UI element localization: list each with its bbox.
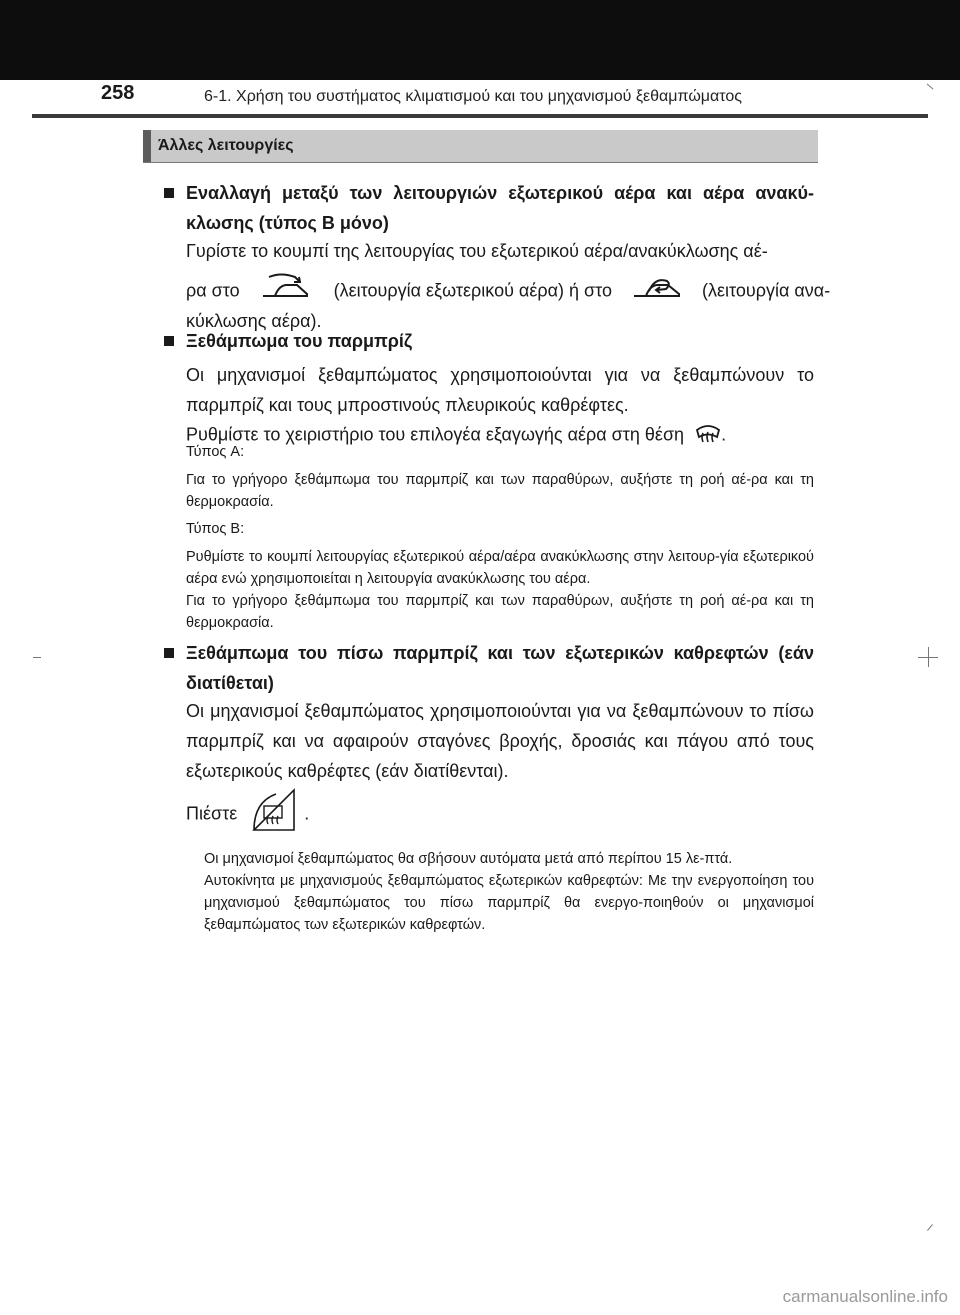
section-rule	[143, 162, 818, 163]
sec3-text: Οι μηχανισμοί ξεθαμπώματος χρησιμοποιούνται για να ξεθαμπώνουν το πίσω παρμπρίζ και να αφαιρούν σταγόνες βροχής, δροσιάς και πάγου από τους εξωτερικούς καθρέφτες (εάν διατίθενται).	[186, 701, 814, 781]
section-header	[143, 130, 818, 162]
sec1-text-line1: Γυρίστε το κουμπί της λειτουργίας του εξωτερικού αέρα/ανακύκλωσης αέ-	[186, 241, 768, 261]
section-title: Άλλες λειτουργίες	[158, 137, 294, 154]
top-black-bar	[0, 0, 960, 80]
sec2-type-a-label: Τύπος A:	[186, 444, 245, 460]
sec2-heading: Ξεθάμπωμα του παρμπρίζ	[186, 331, 413, 351]
sec2-heading-block	[186, 326, 814, 356]
sec1-text-line2: ρα στο (λειτουργία εξωτερικού αέρα) ή στο (λειτουργία ανα-	[186, 270, 814, 304]
sec1-heading-block	[186, 178, 814, 238]
sec3-press-line: Πιέστε .	[186, 786, 814, 838]
bullet-square-icon	[164, 188, 174, 198]
sec2-adjust-line: Ρυθμίστε το χειριστήριο του επιλογέα εξαγωγής αέρα στη θέση .	[186, 420, 814, 451]
sec3-note2: Αυτοκίνητα με μηχανισμούς ξεθαμπώματος εξωτερικών καθρεφτών: Με την ενεργοποίηση του μηχανισμού ξεθαμπώματος του πίσω παρμπρίζ θα ενεργο-ποιηθούν οι μηχανισμοί ξεθαμπώματος των εξωτερικών καθρεφτών.	[204, 873, 814, 933]
crop-mark	[927, 84, 934, 90]
header-rule	[32, 114, 928, 118]
page-number: 258	[101, 82, 135, 104]
bullet-square-icon	[164, 648, 174, 658]
sec2-text: Οι μηχανισμοί ξεθαμπώματος χρησιμοποιούνται για να ξεθαμπώνουν το παρμπρίζ και τους μπροστινούς πλευρικούς καθρέφτες.	[186, 365, 814, 415]
sec3-notes	[186, 848, 814, 936]
sec2-body	[186, 360, 814, 451]
recirculation-icon	[631, 270, 683, 313]
watermark: carmanualsonline.info	[782, 1287, 948, 1306]
sec3-heading: Ξεθάμπωμα του πίσω παρμπρίζ και των εξωτερικών καθρεφτών (εάν διατίθεται)	[186, 643, 814, 693]
sec3-heading-block	[186, 638, 814, 698]
sec1-text-line3: κύκλωσης αέρα).	[186, 311, 322, 331]
bullet-square-icon	[164, 336, 174, 346]
running-title: 6-1. Χρήση του συστήματος κλιματισμού και του μηχανισμού ξεθαμπώματος	[204, 88, 742, 105]
sec3-body	[186, 696, 814, 786]
sec2-type-b-label: Τύπος B:	[186, 521, 245, 537]
sec3-note1: Οι μηχανισμοί ξεθαμπώματος θα σβήσουν αυτόματα μετά από περίπου 15 λε-πτά.	[204, 851, 733, 867]
sec1-body	[186, 236, 831, 336]
crop-mark	[928, 647, 929, 667]
crop-mark	[33, 657, 41, 658]
sec2-type-a-text: Για το γρήγορο ξεθάμπωμα του παρμπρίζ και των παραθύρων, αυξήστε τη ροή αέ-ρα και τη θερμοκρασία.	[186, 472, 814, 510]
sec1-heading: Εναλλαγή μεταξύ των λειτουργιών εξωτερικού αέρα και αέρα ανακύ-κλωσης (τύπος Β μόνο)	[186, 183, 814, 233]
crop-mark	[927, 1224, 933, 1231]
rear-defogger-button-icon	[250, 786, 298, 843]
section-header-stripe	[143, 130, 151, 162]
sec2-type-b-text: Ρυθμίστε το κουμπί λειτουργίας εξωτερικού αέρα/αέρα ανακύκλωσης στην λειτουρ-γία εξωτερικού αέρα ενώ χρησιμοποιείται η λειτουργία ανακύκλωσης του αέρα. Για το γρήγορο ξεθάμπωμα του παρμπρίζ και των παραθύρων, αυξήστε τη ροή αέ-ρα και τη θερμοκρασία.	[186, 549, 814, 631]
